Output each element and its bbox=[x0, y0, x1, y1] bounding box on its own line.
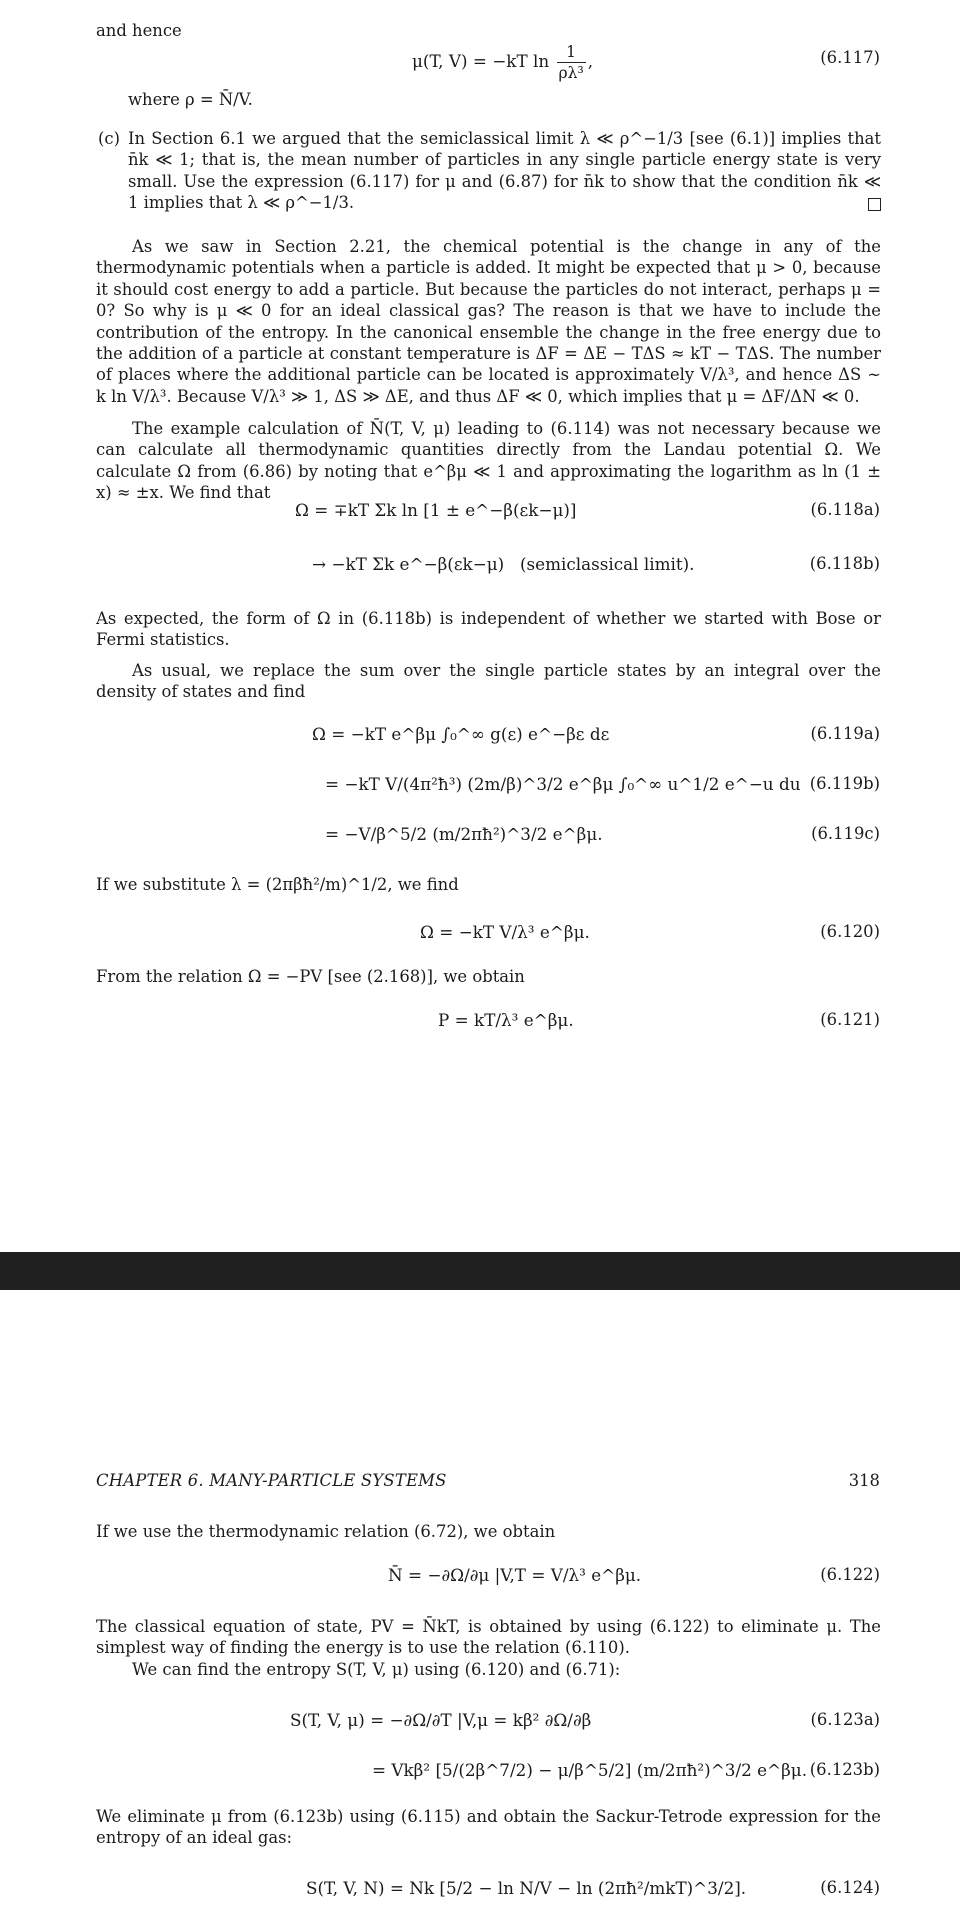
eq-6-123b-label: (6.123b) bbox=[809, 1760, 880, 1779]
paragraph-chemical-potential: As we saw in Section 2.21, the chemical potential is the change in any of the thermodynamic potentials when a particle is added. It might be expected that μ > 0, because it should cost energy to add a particle. But because the particles do not interact, perhaps μ = 0? So why is μ ≪ 0 for an ideal classical gas? The reason is that we have to include the contribution of the entropy. In the canonical ensemble the change in the free energy due to the addition of a particle at constant temperature is ΔF = ΔE − TΔS ≈ kT − TΔS. The number of places where the additional particle can be located is approximately V/λ³, and hence ΔS ∼ k ln V/λ³. Because V/λ³ ≫ 1, ΔS ≫ ΔE, and thus ΔF ≪ 0, which implies that μ = ΔF/ΔN ≪ 0. bbox=[96, 237, 881, 406]
eq-6-117-lhs: μ(T, V) = −kT ln bbox=[412, 51, 550, 71]
paragraph-example: The example calculation of N̄(T, V, μ) leading to (6.114) was not necessary because we can calculate all thermodynamic quantities directly from the Landau potential Ω. We calculate Ω from (6.86) by noting that e^βμ ≪ 1 and approximating the logarithm as ln (1 ± x) ≈ ±x. We find that bbox=[96, 419, 881, 503]
eq-6-118b-label: (6.118b) bbox=[809, 554, 880, 573]
eq-6-119b-label: (6.119b) bbox=[809, 774, 880, 793]
paragraph-entropy: We can find the entropy S(T, V, μ) using (6.120) and (6.71): bbox=[132, 1660, 621, 1679]
eq-6-123b-body: = Vkβ² [5/(2β^7/2) − μ/β^5/2] (m/2πħ²)^3/2 e^βμ. bbox=[372, 1760, 808, 1780]
eq-6-119c-label: (6.119c) bbox=[811, 824, 880, 843]
page-number: 318 bbox=[848, 1471, 880, 1490]
eq-6-118b-note: (semiclassical limit). bbox=[520, 554, 695, 574]
qed-box-icon bbox=[868, 198, 881, 211]
where-line: where ρ = N̄/V. bbox=[128, 90, 253, 109]
eq-6-119a-body: Ω = −kT e^βμ ∫₀^∞ g(ε) e^−βε dε bbox=[312, 724, 610, 744]
eq-6-120-body: Ω = −kT V/λ³ e^βμ. bbox=[420, 922, 590, 942]
eq-6-122-body: N̄ = −∂Ω/∂μ |V,T = V/λ³ e^βμ. bbox=[388, 1565, 642, 1585]
paragraph-usual: As usual, we replace the sum over the single particle states by an integral over the density of states and find bbox=[96, 661, 881, 702]
paragraph-classical: The classical equation of state, PV = N̄kT, is obtained by using (6.122) to eliminate μ. The simplest way of finding the energy is to use the relation (6.110). bbox=[96, 1617, 881, 1658]
eq-6-122-label: (6.122) bbox=[820, 1565, 880, 1584]
eq-6-121-body: P = kT/λ³ e^βμ. bbox=[438, 1010, 574, 1030]
eq-6-117-numerator: 1 bbox=[566, 43, 577, 61]
running-header: CHAPTER 6. MANY-PARTICLE SYSTEMS bbox=[96, 1471, 447, 1490]
paragraph-relation: From the relation Ω = −PV [see (2.168)], we obtain bbox=[96, 967, 525, 986]
eq-6-117-tail: , bbox=[587, 51, 594, 71]
intro-line: and hence bbox=[96, 21, 182, 40]
eq-6-119b-body: = −kT V/(4π²ħ³) (2m/β)^3/2 e^βμ ∫₀^∞ u^1/2 e^−u du bbox=[325, 774, 801, 794]
eq-6-118a-label: (6.118a) bbox=[810, 500, 880, 519]
eq-6-124-body: S(T, V, N) = Nk [5/2 − ln N/V − ln (2πħ²/mkT)^3/2]. bbox=[306, 1878, 747, 1898]
eq-6-123a-label: (6.123a) bbox=[810, 1710, 880, 1729]
eq-6-117-label: (6.117) bbox=[820, 48, 880, 67]
paragraph-thermo: If we use the thermodynamic relation (6.72), we obtain bbox=[96, 1522, 556, 1541]
eq-6-118b-body: → −kT Σk e^−β(εk−μ) bbox=[312, 554, 505, 574]
eq-6-119c-body: = −V/β^5/2 (m/2πħ²)^3/2 e^βμ. bbox=[325, 824, 603, 844]
paragraph-expected: As expected, the form of Ω in (6.118b) is independent of whether we started with Bose or Fermi statistics. bbox=[96, 609, 881, 650]
item-c bbox=[98, 128, 881, 214]
paragraph-eliminate: We eliminate μ from (6.123b) using (6.115) and obtain the Sackur-Tetrode expression for the entropy of an ideal gas: bbox=[96, 1807, 881, 1848]
item-c-marker: (c) bbox=[98, 129, 120, 148]
eq-6-119a-label: (6.119a) bbox=[810, 724, 880, 743]
eq-6-120-label: (6.120) bbox=[820, 922, 880, 941]
paragraph-substitute: If we substitute λ = (2πβħ²/m)^1/2, we find bbox=[96, 875, 459, 894]
eq-6-121-label: (6.121) bbox=[820, 1010, 880, 1029]
eq-6-124-label: (6.124) bbox=[820, 1878, 880, 1897]
page-separator-bar bbox=[0, 1252, 960, 1290]
eq-6-118a-body: Ω = ∓kT Σk ln [1 ± e^−β(εk−μ)] bbox=[295, 500, 577, 520]
item-c-text: In Section 6.1 we argued that the semiclassical limit λ ≪ ρ^−1/3 [see (6.1)] implies that n̄k ≪ 1; that is, the mean number of particles in any single particle energy state is very small. Use the expression (6.117) for μ and (6.87) for n̄k to show that the condition n̄k ≪ 1 implies that λ ≪ ρ^−1/3. bbox=[128, 129, 881, 213]
eq-6-117-denominator: ρλ³ bbox=[558, 64, 584, 82]
eq-6-123a-body: S(T, V, μ) = −∂Ω/∂T |V,μ = kβ² ∂Ω/∂β bbox=[290, 1710, 592, 1730]
